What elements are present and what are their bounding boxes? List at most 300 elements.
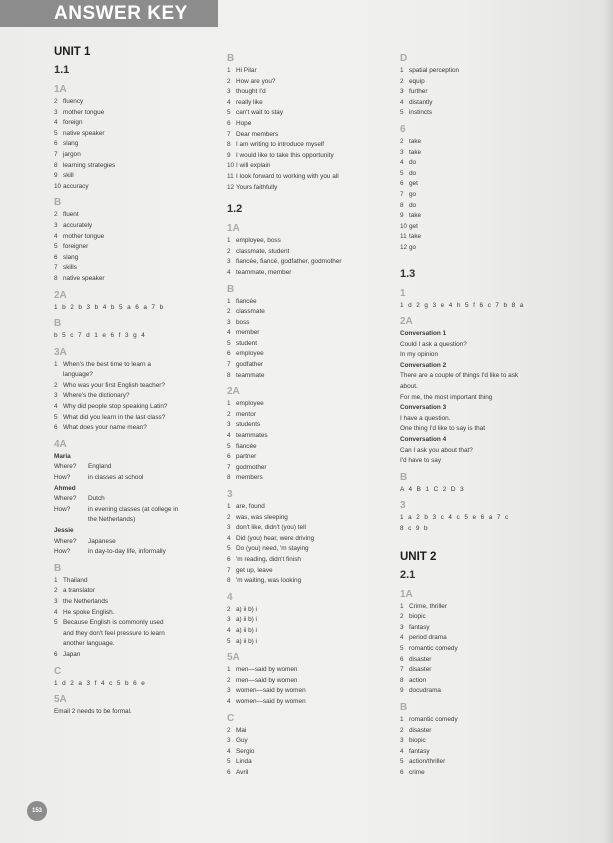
item-text: Mai	[236, 726, 247, 734]
person-name: Jessie	[54, 527, 74, 534]
item-text: take	[409, 233, 422, 241]
person-row	[54, 547, 219, 558]
answer-item	[400, 137, 560, 148]
item-text: romantic comedy	[409, 644, 458, 652]
answer-item	[227, 676, 397, 687]
item-text: a translator	[63, 587, 95, 595]
exercise-label: B	[400, 701, 408, 713]
answer-item	[400, 768, 560, 779]
item-text: Hi Pilar	[236, 67, 257, 74]
item-number: 4	[227, 747, 231, 755]
item-text: Do (you) need, 'm staying	[236, 545, 309, 553]
item-number: 7	[400, 666, 404, 674]
person-row-value: in classes at school	[88, 474, 144, 482]
item-number: 1	[54, 576, 58, 584]
item-number: 6	[400, 768, 404, 776]
column-2	[227, 48, 397, 778]
person-row	[54, 462, 219, 473]
answer-item	[227, 410, 397, 421]
item-text: romantic comedy	[409, 715, 458, 723]
answer-item	[227, 349, 397, 360]
item-number: 6	[400, 180, 404, 188]
item-text: Did (you) hear, were driving	[236, 534, 315, 542]
answer-list	[54, 210, 219, 284]
item-text: Avril	[236, 768, 249, 776]
item-number: 2	[227, 308, 231, 316]
answer-item	[227, 544, 397, 555]
item-number: 6	[400, 655, 404, 663]
answer-item	[400, 686, 560, 697]
item-number: 6	[54, 424, 58, 432]
answer-item	[54, 139, 219, 150]
item-number: 10	[400, 222, 408, 230]
answer-item	[54, 586, 219, 597]
answer-item	[227, 161, 397, 172]
item-number: 4	[400, 98, 404, 106]
item-number: 3	[227, 616, 231, 624]
item-number: 8	[400, 676, 404, 684]
item-text: disaster	[409, 655, 432, 663]
answer-item	[54, 129, 219, 140]
exercise-label: 4A	[54, 438, 67, 450]
answer-item	[227, 247, 397, 258]
answer-item	[227, 297, 397, 308]
answer-item	[400, 66, 560, 77]
exercise-label: B	[227, 53, 235, 64]
item-number: 7	[54, 150, 58, 158]
item-number: 5	[227, 545, 231, 553]
item-text: skills	[63, 264, 77, 272]
answer-item-continued: language?	[63, 371, 93, 379]
answer-item	[400, 190, 560, 201]
item-number: 1	[227, 400, 231, 408]
answer-item	[54, 108, 219, 119]
answer-list	[227, 726, 397, 779]
item-number: 2	[227, 726, 231, 734]
answer-item	[54, 413, 219, 424]
answer-line: 8 c 9 b	[400, 525, 429, 532]
person-row	[54, 515, 219, 526]
exercise-label: 3	[400, 500, 406, 512]
item-text: crime	[409, 768, 425, 776]
item-text: teammate	[236, 371, 265, 379]
answer-list	[227, 399, 397, 484]
item-text: action	[409, 676, 427, 684]
item-number: 10	[227, 162, 235, 170]
answer-item	[227, 534, 397, 545]
answer-line: 1 b 2 b 3 b 4 b 5 a 6 a 7 b	[54, 303, 165, 311]
item-number: 4	[227, 268, 231, 276]
item-text: I will explain	[236, 162, 271, 170]
answer-item	[54, 232, 219, 243]
item-number: 3	[227, 258, 231, 266]
person-row-key: How?	[54, 505, 71, 513]
item-text: go	[409, 190, 417, 198]
item-number: 2	[227, 77, 231, 85]
item-text: Hope	[236, 119, 252, 127]
conversation-title: Conversation 4	[400, 436, 447, 444]
answer-item	[227, 637, 397, 648]
item-number: 5	[54, 129, 58, 137]
item-number: 6	[227, 350, 231, 358]
answer-item	[400, 715, 560, 726]
answer-item	[54, 97, 219, 108]
answer-item	[227, 566, 397, 577]
answer-list	[227, 605, 397, 647]
item-number: 4	[54, 119, 58, 127]
answer-item	[227, 318, 397, 329]
exercise-label: 1A	[54, 84, 67, 95]
answer-list	[227, 66, 397, 193]
exercise-label: C	[227, 712, 235, 724]
item-text: member	[236, 329, 260, 337]
item-number: 5	[227, 442, 231, 450]
column-3	[400, 48, 560, 779]
item-number: 1	[54, 360, 58, 368]
answer-item	[400, 222, 560, 233]
item-text: slang	[63, 140, 79, 148]
person-row	[54, 494, 219, 505]
answer-line: 1 d 2 a 3 f 4 c 5 b 6 e	[54, 679, 147, 687]
item-number: 4	[227, 697, 231, 705]
answer-item	[400, 148, 560, 159]
conversation-line: For me, the most important thing	[400, 393, 493, 401]
item-number: 7	[227, 130, 231, 138]
answer-item	[400, 736, 560, 747]
conversation-line: I'd have to say	[400, 457, 442, 465]
item-text: godmother	[236, 463, 267, 471]
item-number: 5	[54, 413, 58, 421]
item-text: a) ii b) i	[236, 616, 257, 624]
item-number: 3	[400, 88, 404, 96]
item-text: classmate, student	[236, 247, 290, 255]
answer-line: b 5 c 7 d 1 e 6 f 3 g 4	[54, 332, 147, 340]
answer-list	[54, 360, 219, 434]
item-text: student	[236, 339, 257, 347]
answer-item	[227, 257, 397, 268]
item-text: get	[409, 222, 418, 230]
item-text: I am writing to introduce myself	[236, 141, 325, 149]
answer-item	[54, 576, 219, 587]
item-number: 1	[227, 666, 231, 674]
answer-item	[400, 726, 560, 737]
item-text: further	[409, 88, 428, 96]
answer-item	[227, 98, 397, 109]
item-number: 6	[227, 555, 231, 563]
item-number: 4	[227, 98, 231, 106]
item-text: thought I'd	[236, 88, 266, 96]
answer-item	[400, 747, 560, 758]
item-number: 2	[227, 676, 231, 684]
answer-item	[400, 108, 560, 119]
item-text: fantasy	[409, 623, 430, 631]
item-number: 4	[227, 626, 231, 634]
item-text: Who was your first English teacher?	[63, 381, 165, 389]
item-text: men—said by women	[236, 666, 298, 674]
answer-item	[400, 623, 560, 634]
answer-item	[400, 757, 560, 768]
person-name: Ahmed	[54, 484, 76, 492]
item-text: a) ii b) i	[236, 605, 257, 613]
answer-item	[227, 473, 397, 484]
exercise-label: B	[227, 283, 235, 295]
answer-item	[227, 452, 397, 463]
answer-item	[400, 633, 560, 644]
item-text: Crime, thriller	[409, 602, 447, 610]
exercise-label: 3A	[54, 346, 67, 358]
answer-item	[227, 736, 397, 747]
person-row-value: Japanese	[88, 537, 116, 545]
item-number: 8	[227, 371, 231, 379]
exercise-label: B	[400, 471, 408, 483]
answer-item	[400, 232, 560, 243]
unit-2-heading: UNIT 2	[400, 550, 437, 563]
answer-item	[54, 171, 219, 182]
person-row-key: How?	[54, 474, 71, 482]
item-number: 5	[227, 109, 231, 117]
header-bar	[0, 0, 218, 27]
item-text: foreign	[63, 119, 83, 127]
item-text: members	[236, 474, 263, 482]
item-number: 9	[400, 687, 404, 695]
item-text: instincts	[409, 109, 433, 117]
answer-item	[400, 612, 560, 623]
answer-item	[54, 597, 219, 608]
answer-item	[227, 87, 397, 98]
item-number: 2	[54, 587, 58, 595]
answer-item-continued: another language.	[63, 640, 115, 648]
item-text: can't wait to stay	[236, 109, 284, 117]
item-number: 2	[400, 726, 404, 734]
answer-item	[400, 98, 560, 109]
conversation-line: One thing I'd like to say is that	[400, 425, 486, 433]
section-1-2-heading: 1.2	[227, 203, 243, 216]
item-text: do	[409, 201, 417, 209]
item-text: Thailand	[63, 576, 88, 584]
item-text: accuracy	[63, 182, 89, 190]
page-number-badge: 153	[27, 801, 47, 821]
item-number: 2	[54, 211, 58, 219]
exercise-label: B	[54, 318, 62, 330]
answer-item	[400, 665, 560, 676]
answer-line: Email 2 needs to be formal.	[54, 708, 132, 716]
item-number: 4	[227, 329, 231, 337]
answer-item	[227, 442, 397, 453]
item-number: 8	[54, 161, 58, 169]
answer-item	[227, 371, 397, 382]
answer-item	[227, 555, 397, 566]
item-text: jargon	[63, 150, 81, 158]
item-text: fluency	[63, 98, 84, 105]
answer-item	[227, 399, 397, 410]
exercise-label: 3	[227, 489, 233, 500]
item-number: 3	[400, 148, 404, 156]
item-text: biopic	[409, 613, 426, 621]
answer-item	[227, 66, 397, 77]
answer-item	[54, 650, 219, 661]
item-number: 3	[227, 524, 231, 532]
conversation-line: In my opinion	[400, 351, 439, 359]
item-text: teammate, member	[236, 268, 292, 276]
item-number: 9	[54, 172, 58, 180]
item-number: 4	[54, 403, 58, 411]
item-text: women—said by women	[236, 697, 306, 705]
item-number: 1	[227, 503, 231, 510]
item-number: 3	[54, 392, 58, 400]
answer-item	[227, 615, 397, 626]
exercise-label: 1	[400, 287, 406, 299]
item-text: take	[409, 212, 422, 220]
item-number: 7	[400, 190, 404, 198]
answer-item	[227, 339, 397, 350]
item-text: students	[236, 421, 261, 429]
item-text: godfather	[236, 361, 264, 369]
answer-item	[227, 757, 397, 768]
item-text: period drama	[409, 634, 447, 642]
item-number: 7	[227, 361, 231, 369]
conversation-line: Can I ask you about that?	[400, 446, 473, 454]
answer-item	[227, 665, 397, 676]
section-1-1-heading: 1.1	[54, 64, 70, 76]
answer-item	[227, 268, 397, 279]
answer-item	[227, 513, 397, 524]
item-number: 2	[54, 381, 58, 389]
answer-item	[54, 161, 219, 172]
answer-list	[227, 665, 397, 707]
item-text: skill	[63, 172, 74, 180]
answer-item	[54, 360, 219, 371]
item-text: distantly	[409, 98, 433, 106]
item-text: was, was sleeping	[236, 513, 288, 521]
item-text: get up, leave	[236, 566, 273, 574]
item-text: a) ii b) i	[236, 626, 257, 634]
item-number: 7	[227, 566, 231, 574]
exercise-label: B	[54, 562, 62, 574]
answer-line: 1 a 2 b 3 c 4 c 5 e 6 a 7 c	[400, 514, 510, 522]
item-text: action/thriller	[409, 758, 446, 766]
answer-item	[227, 697, 397, 708]
unit-1-heading: UNIT 1	[54, 46, 91, 58]
item-number: 6	[227, 768, 231, 776]
answer-item	[227, 626, 397, 637]
item-text: fluent	[63, 211, 79, 219]
answer-list	[227, 502, 397, 587]
item-number: 3	[400, 737, 404, 745]
answer-item-continued: and they don't feel pressure to learn	[63, 629, 165, 637]
item-number: 5	[54, 243, 58, 251]
item-number: 3	[227, 421, 231, 429]
answer-item	[227, 431, 397, 442]
answer-list	[227, 236, 397, 278]
answer-list	[400, 137, 560, 254]
item-text: the Netherlands	[63, 597, 109, 605]
conversation-title: Conversation 1	[400, 330, 447, 338]
item-number: 5	[227, 637, 231, 645]
answer-item	[227, 360, 397, 371]
answer-item	[400, 644, 560, 655]
person-row-key: How?	[54, 548, 71, 556]
item-text: classmate	[236, 308, 265, 316]
answer-list	[54, 97, 219, 192]
item-text: a) ii b) i	[236, 637, 257, 645]
item-number: 5	[400, 644, 404, 652]
conversation-line: I have a question.	[400, 414, 451, 422]
item-text: really like	[236, 98, 263, 106]
item-number: 11	[400, 233, 407, 241]
item-text: Where's the dictionary?	[63, 392, 130, 400]
item-number: 9	[400, 212, 404, 220]
exercise-label: 1A	[227, 223, 240, 235]
conversation-line: Could I ask a question?	[400, 340, 467, 348]
item-text: fantasy	[409, 747, 430, 755]
answer-item	[400, 169, 560, 180]
item-number: 8	[227, 141, 231, 149]
item-number: 3	[400, 623, 404, 631]
answer-item	[54, 221, 219, 232]
section-1-3-heading: 1.3	[400, 267, 416, 280]
item-text: employee, boss	[236, 237, 281, 245]
item-text: employee	[236, 350, 264, 358]
item-number: 8	[227, 577, 231, 585]
item-number: 6	[227, 119, 231, 127]
item-text: I would like to take this opportunity	[236, 151, 334, 159]
item-text: native speaker	[63, 129, 105, 137]
item-text: What did you learn in the last class?	[63, 413, 166, 421]
item-number: 5	[227, 758, 231, 766]
item-text: learning strategies	[63, 161, 116, 169]
exercise-label: 1A	[400, 588, 413, 600]
answer-item	[227, 77, 397, 88]
exercise-label: D	[400, 53, 408, 64]
item-text: do	[409, 169, 417, 177]
answer-item	[227, 236, 397, 247]
item-number: 5	[400, 758, 404, 766]
page-edge-shadow	[603, 0, 613, 843]
answer-item	[227, 140, 397, 151]
item-text: biopic	[409, 737, 426, 745]
exercise-label: 5A	[54, 694, 67, 706]
item-text: spatial perception	[409, 67, 460, 74]
conversation-list	[400, 329, 560, 467]
item-text: disaster	[409, 726, 432, 734]
item-text: 'm reading, didn't finish	[236, 555, 301, 563]
person-row-key: Where?	[54, 537, 77, 545]
answer-list	[54, 576, 219, 661]
answer-item	[54, 402, 219, 413]
item-number: 3	[227, 318, 231, 326]
item-number: 3	[54, 597, 58, 605]
item-number: 6	[54, 140, 58, 148]
item-text: take	[409, 137, 422, 145]
answer-item	[54, 381, 219, 392]
exercise-label: 5A	[227, 652, 240, 664]
answer-item	[400, 87, 560, 98]
item-number: 1	[400, 715, 404, 723]
answer-item	[54, 150, 219, 161]
exercise-label: B	[54, 197, 62, 209]
item-text: Japan	[63, 650, 81, 658]
item-number: 2	[227, 605, 231, 613]
exercise-label: 2A	[54, 289, 67, 301]
item-text: women—said by women	[236, 687, 306, 695]
person-row-value: in day-to-day life, informally	[88, 548, 166, 556]
item-text: docudrama	[409, 687, 441, 695]
item-text: Linda	[236, 758, 252, 766]
item-number: 5	[227, 339, 231, 347]
item-number: 2	[400, 613, 404, 621]
person-name: Maria	[54, 452, 71, 460]
item-text: accurately	[63, 221, 93, 229]
